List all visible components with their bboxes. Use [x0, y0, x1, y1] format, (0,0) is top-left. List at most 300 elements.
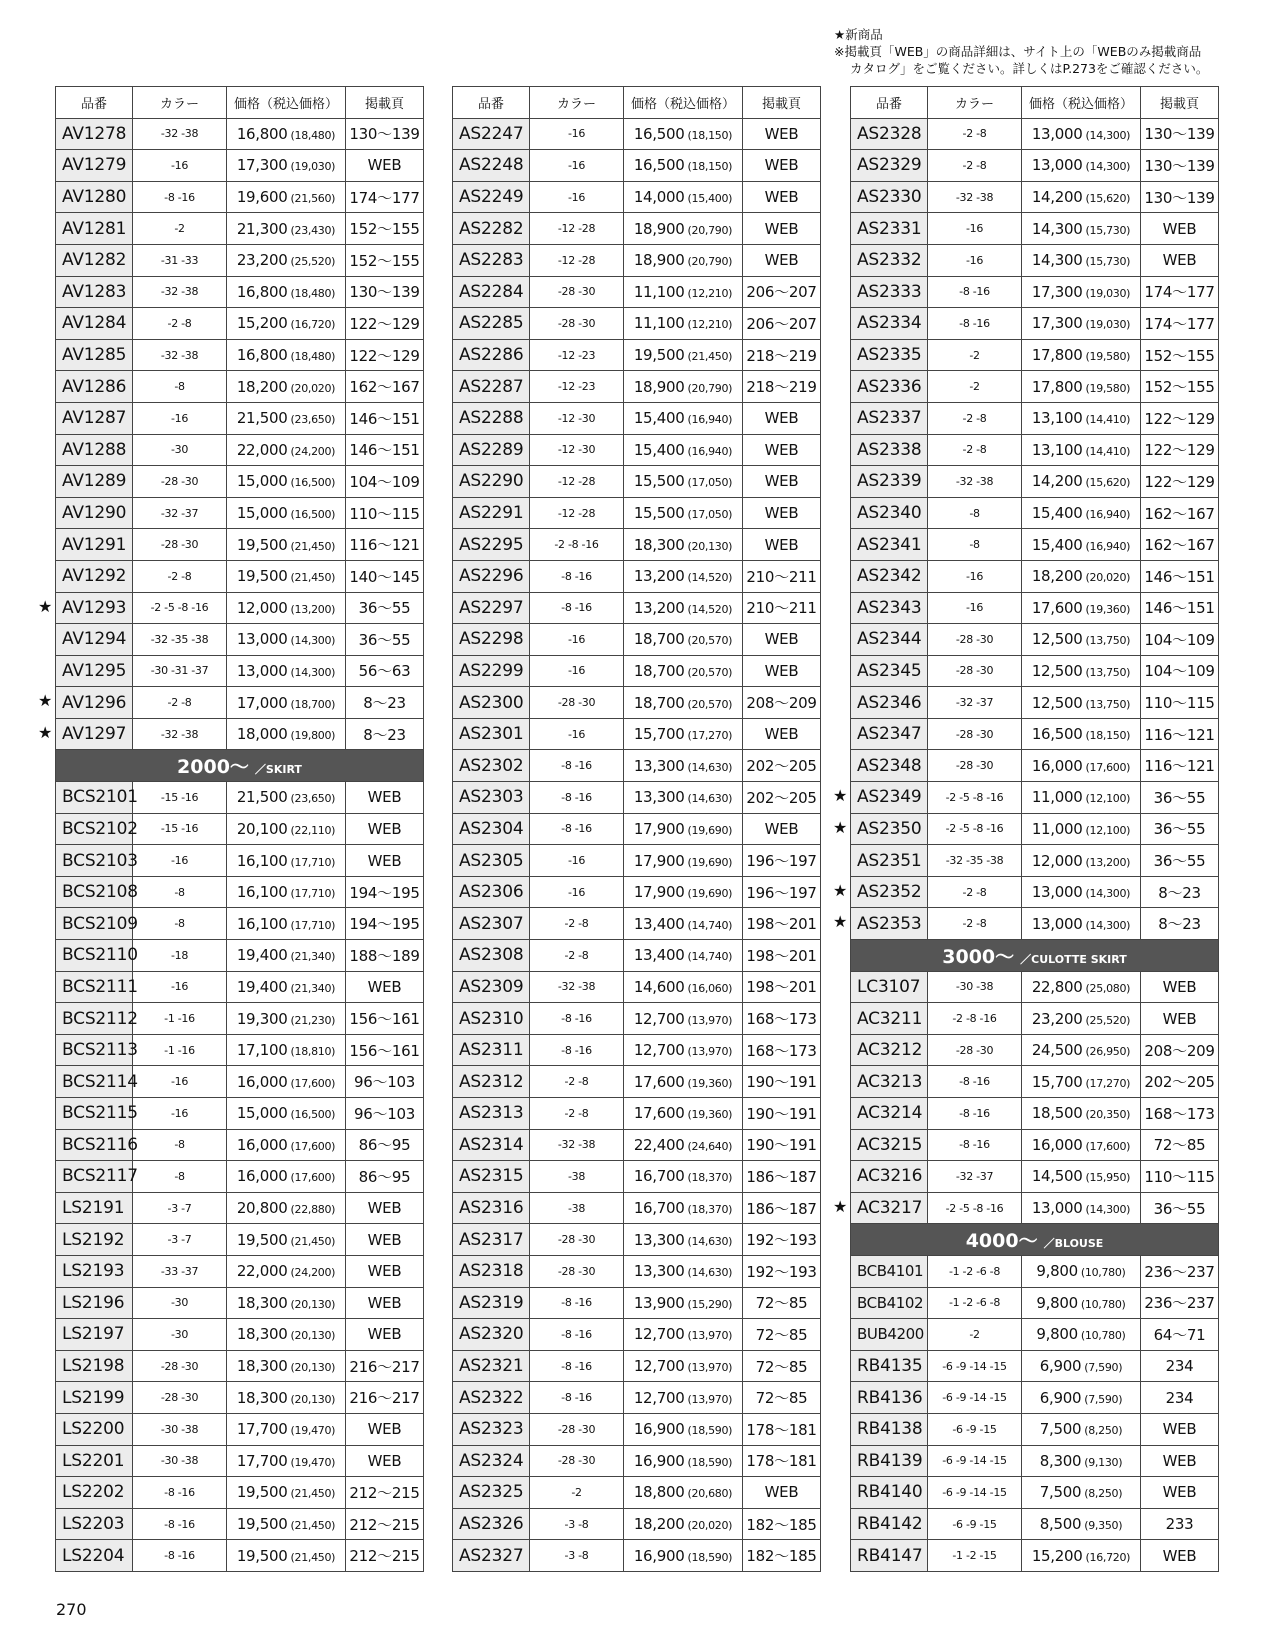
color-codes: -30 -38: [133, 1413, 227, 1445]
price: 12,700: [633, 1357, 685, 1376]
price-tax-included: (19,030): [1085, 286, 1131, 300]
item-number-cell: [453, 1003, 530, 1035]
price-tax-included: (19,580): [1085, 350, 1131, 364]
color-codes: -6 -9 -14 -15: [928, 1445, 1022, 1477]
price-tax-included: (17,710): [290, 855, 336, 869]
table-row: [56, 402, 424, 434]
item-number: AV1280: [62, 187, 127, 208]
item-number-cell: [56, 1287, 133, 1319]
item-number-cell: [851, 1098, 928, 1130]
price-cell: [227, 782, 346, 814]
catalog-page: WEB: [743, 118, 821, 150]
item-number-cell: [851, 276, 928, 308]
catalog-page: 186〜187: [743, 1161, 821, 1193]
price-tax-included: (14,300): [1085, 887, 1131, 901]
price: 13,000: [236, 630, 288, 649]
item-number: AS2314: [459, 1134, 524, 1155]
price-cell: [624, 339, 743, 371]
color-codes: -1 -2 -6 -8: [928, 1255, 1022, 1287]
catalog-page: 130〜139: [1141, 181, 1219, 213]
color-codes: -8: [133, 1129, 227, 1161]
price-tax-included: (20,350): [1085, 1108, 1131, 1122]
item-number: AS2299: [459, 660, 524, 681]
table-row: [56, 718, 424, 750]
price: 18,300: [236, 1357, 288, 1376]
catalog-page: 56〜63: [346, 655, 424, 687]
color-codes: -18: [133, 940, 227, 972]
price: 9,800: [1036, 1262, 1078, 1281]
color-codes: -15 -16: [133, 813, 227, 845]
item-number: AV1278: [62, 123, 127, 144]
catalog-page: 140〜145: [346, 560, 424, 592]
price-cell: [624, 213, 743, 245]
price-tax-included: (18,480): [290, 286, 336, 300]
catalog-page: 152〜155: [1141, 371, 1219, 403]
color-codes: -16: [530, 718, 624, 750]
price-tax-included: (17,050): [687, 508, 733, 522]
color-codes: -32 -38: [928, 181, 1022, 213]
item-number-cell: [851, 1350, 928, 1382]
color-codes: -28 -30: [133, 1382, 227, 1414]
price-tax-included: (14,630): [687, 760, 733, 774]
price-cell: [624, 1255, 743, 1287]
item-number-cell: [851, 1382, 928, 1414]
color-codes: -38: [530, 1192, 624, 1224]
color-codes: -16: [133, 402, 227, 434]
price-cell: [227, 529, 346, 561]
color-codes: -6 -9 -14 -15: [928, 1477, 1022, 1509]
price-tax-included: (20,130): [290, 1297, 336, 1311]
item-number: LS2197: [62, 1324, 125, 1345]
price-cell: [227, 434, 346, 466]
price-tax-included: (21,340): [290, 981, 336, 995]
price-cell: [624, 718, 743, 750]
catalog-page: 212〜215: [346, 1477, 424, 1509]
item-number: AS2345: [857, 660, 922, 681]
table-row: [453, 1477, 821, 1509]
color-codes: -8 -16: [530, 1382, 624, 1414]
catalog-page: 162〜167: [1141, 497, 1219, 529]
header-item-no: 品番: [453, 87, 530, 119]
item-number: AS2286: [459, 345, 524, 366]
color-codes: -32 -35 -38: [928, 845, 1022, 877]
catalog-page: 64〜71: [1141, 1319, 1219, 1351]
table-row: [56, 1445, 424, 1477]
item-number-cell: [38, 687, 133, 719]
item-number: BCS2115: [62, 1103, 138, 1124]
price: 15,700: [1031, 1072, 1083, 1091]
price-tax-included: (18,370): [687, 1203, 733, 1217]
price-tax-included: (20,790): [687, 255, 733, 269]
item-number: LS2191: [62, 1198, 125, 1219]
price: 21,300: [236, 219, 288, 238]
price-tax-included: (14,300): [1085, 160, 1131, 174]
price-tax-included: (20,790): [687, 223, 733, 237]
catalog-page: 202〜205: [743, 750, 821, 782]
color-codes: -32 -37: [928, 687, 1022, 719]
catalog-page: 202〜205: [743, 782, 821, 814]
catalog-page: WEB: [346, 813, 424, 845]
table-row: [453, 434, 821, 466]
item-number: AS2247: [459, 123, 524, 144]
price-tax-included: (23,650): [290, 792, 336, 806]
color-codes: -2 -5 -8 -16: [928, 782, 1022, 814]
table-row: [453, 1445, 821, 1477]
price: 18,300: [236, 1325, 288, 1344]
item-number-cell: [453, 1445, 530, 1477]
catalog-page: WEB: [346, 1445, 424, 1477]
price-tax-included: (20,680): [687, 1487, 733, 1501]
price-cell: [624, 1098, 743, 1130]
color-codes: -2 -5 -8 -16: [133, 592, 227, 624]
item-number: AS2302: [459, 755, 524, 776]
catalog-page: 182〜185: [743, 1540, 821, 1572]
item-number: AS2324: [459, 1450, 524, 1471]
price-tax-included: (20,020): [290, 381, 336, 395]
table-row: [56, 181, 424, 213]
item-number-cell: [453, 560, 530, 592]
item-number: AV1290: [62, 503, 127, 524]
price-cell: [227, 213, 346, 245]
price-cell: [227, 244, 346, 276]
item-number: AS2333: [857, 281, 922, 302]
item-number-cell: [453, 339, 530, 371]
price-cell: [227, 1161, 346, 1193]
table-row: [56, 592, 424, 624]
price-tax-included: (13,970): [687, 1361, 733, 1375]
price: 16,800: [236, 282, 288, 301]
price-cell: [1022, 1445, 1141, 1477]
item-number: AS2350: [857, 818, 922, 839]
table-row: [851, 971, 1219, 1003]
color-codes: -16: [530, 118, 624, 150]
price: 11,000: [1031, 788, 1083, 807]
catalog-page: 116〜121: [1141, 750, 1219, 782]
item-number-cell: [56, 908, 138, 940]
table-row: [56, 655, 424, 687]
price: 17,800: [1031, 346, 1083, 365]
price-tax-included: (17,270): [687, 729, 733, 743]
price-tax-included: (14,300): [1085, 1203, 1131, 1217]
catalog-page: 196〜197: [743, 845, 821, 877]
catalog-page: 174〜177: [346, 181, 424, 213]
price-tax-included: (19,800): [290, 729, 336, 743]
catalog-page: 233: [1141, 1508, 1219, 1540]
item-number-cell: [56, 1224, 133, 1256]
price-tax-included: (14,300): [290, 665, 336, 679]
price: 16,700: [633, 1167, 685, 1186]
price-tax-included: (16,940): [1085, 508, 1131, 522]
price: 15,000: [236, 504, 288, 523]
color-codes: -2 -8: [928, 150, 1022, 182]
price-tax-included: (21,340): [290, 950, 336, 964]
price-cell: [227, 655, 346, 687]
price-cell: [624, 181, 743, 213]
price-tax-included: (14,300): [1085, 918, 1131, 932]
color-codes: -32 -38: [530, 1129, 624, 1161]
price: 16,900: [633, 1546, 685, 1565]
price-tax-included: (14,300): [1085, 128, 1131, 142]
price-cell: [227, 813, 346, 845]
price-cell: [227, 971, 346, 1003]
table-row: [851, 118, 1219, 150]
price-tax-included: (16,500): [290, 508, 336, 522]
color-codes: -2 -8: [530, 1098, 624, 1130]
price-cell: [624, 529, 743, 561]
catalog-page: 212〜215: [346, 1540, 424, 1572]
item-number-cell: [56, 308, 133, 340]
catalog-page: 146〜151: [346, 434, 424, 466]
item-number: AS2330: [857, 187, 922, 208]
catalog-page: WEB: [1141, 971, 1219, 1003]
item-number: BUB4200: [857, 1325, 924, 1344]
color-codes: -32 -35 -38: [133, 624, 227, 656]
price-cell: [227, 181, 346, 213]
item-number: AS2342: [857, 566, 922, 587]
catalog-page: WEB: [743, 466, 821, 498]
catalog-page: 146〜151: [346, 402, 424, 434]
item-number-cell: [56, 213, 133, 245]
table-row: [851, 1003, 1219, 1035]
price: 18,300: [633, 535, 685, 554]
catalog-page: WEB: [346, 845, 424, 877]
color-codes: -3 -8: [530, 1540, 624, 1572]
product-table-2: [452, 86, 820, 1572]
price-tax-included: (17,600): [290, 1171, 336, 1185]
price-cell: [624, 1161, 743, 1193]
item-number-cell: [56, 1540, 133, 1572]
item-number: AC3211: [857, 1008, 923, 1029]
color-codes: -28 -30: [928, 718, 1022, 750]
price-cell: [1022, 782, 1141, 814]
new-item-star-icon: ★: [833, 817, 848, 837]
price-tax-included: (18,150): [1085, 729, 1131, 743]
price-tax-included: (24,640): [687, 1139, 733, 1153]
catalog-page: 36〜55: [1141, 813, 1219, 845]
table-row: [56, 1034, 424, 1066]
price-tax-included: (19,470): [290, 1455, 336, 1469]
catalog-page: WEB: [743, 497, 821, 529]
price: 16,100: [236, 914, 288, 933]
table-row: [851, 592, 1219, 624]
color-codes: -1 -16: [133, 1034, 227, 1066]
price-cell: [1022, 1066, 1141, 1098]
price-cell: [227, 908, 346, 940]
price-cell: [1022, 560, 1141, 592]
price-cell: [1022, 1382, 1141, 1414]
table-row: [453, 813, 821, 845]
catalog-page: WEB: [1141, 244, 1219, 276]
catalog-page: 208〜209: [1141, 1034, 1219, 1066]
table-row: [453, 213, 821, 245]
item-number-cell: [851, 560, 928, 592]
price-cell: [227, 1066, 346, 1098]
item-number-cell: [851, 1508, 928, 1540]
price-cell: [1022, 466, 1141, 498]
price: 22,000: [236, 1262, 288, 1281]
item-number-cell: [851, 308, 928, 340]
price-tax-included: (14,300): [290, 634, 336, 648]
item-number: RB4139: [857, 1450, 923, 1471]
price-tax-included: (18,480): [290, 350, 336, 364]
item-number-cell: [56, 529, 133, 561]
table-row: [453, 1287, 821, 1319]
price-tax-included: (21,450): [290, 571, 336, 585]
price-tax-included: (16,940): [1085, 539, 1131, 553]
catalog-page: 122〜129: [1141, 402, 1219, 434]
price: 13,300: [633, 1230, 685, 1249]
price-cell: [227, 308, 346, 340]
catalog-page: 72〜85: [743, 1319, 821, 1351]
color-codes: -8 -16: [530, 1287, 624, 1319]
item-number: AS2301: [459, 724, 524, 745]
color-codes: -6 -9 -15: [928, 1508, 1022, 1540]
color-codes: -30: [133, 1287, 227, 1319]
color-codes: -16: [928, 244, 1022, 276]
price: 18,800: [633, 1483, 685, 1502]
price-tax-included: (19,360): [687, 1076, 733, 1090]
price: 17,900: [633, 851, 685, 870]
price-cell: [1022, 497, 1141, 529]
price-tax-included: (9,130): [1084, 1455, 1123, 1469]
price-tax-included: (22,880): [290, 1203, 336, 1217]
price-cell: [1022, 845, 1141, 877]
price-tax-included: (17,600): [290, 1076, 336, 1090]
price-cell: [1022, 1319, 1141, 1351]
item-number-cell: [851, 434, 928, 466]
price-cell: [1022, 308, 1141, 340]
color-codes: -8 -16: [530, 813, 624, 845]
table-row: [851, 181, 1219, 213]
section-header: [851, 1224, 1219, 1256]
item-number: LS2202: [62, 1482, 125, 1503]
catalog-page: 202〜205: [1141, 1066, 1219, 1098]
table-row: [851, 213, 1219, 245]
catalog-page: 8〜23: [1141, 876, 1219, 908]
price-cell: [227, 1003, 346, 1035]
color-codes: -2: [928, 1319, 1022, 1351]
table-row: [851, 750, 1219, 782]
catalog-page: WEB: [1141, 1540, 1219, 1572]
price-cell: [227, 1255, 346, 1287]
price: 13,000: [1031, 914, 1083, 933]
table-row: [56, 118, 424, 150]
table-row: [453, 1161, 821, 1193]
item-number-cell: [56, 402, 133, 434]
table-row: [851, 1161, 1219, 1193]
table-row: [851, 1098, 1219, 1130]
price-tax-included: (13,970): [687, 1329, 733, 1343]
price: 13,300: [633, 788, 685, 807]
price: 15,400: [633, 440, 685, 459]
price: 17,800: [1031, 377, 1083, 396]
header-color: カラー: [133, 87, 227, 119]
table-row: [56, 1319, 424, 1351]
item-number-cell: [851, 1066, 928, 1098]
price-cell: [227, 497, 346, 529]
item-number-cell: [453, 1066, 530, 1098]
table-row: [453, 718, 821, 750]
price-tax-included: (18,150): [687, 128, 733, 142]
catalog-page: WEB: [1141, 1413, 1219, 1445]
color-codes: -28 -30: [530, 1224, 624, 1256]
color-codes: -8 -16: [530, 750, 624, 782]
price: 17,600: [633, 1104, 685, 1123]
color-codes: -2 -8: [133, 687, 227, 719]
price: 13,000: [1031, 1199, 1083, 1218]
price-cell: [1022, 402, 1141, 434]
table-row: [453, 402, 821, 434]
item-number-cell: [453, 402, 530, 434]
price: 19,500: [633, 346, 685, 365]
item-number: AS2311: [459, 1040, 524, 1061]
price-cell: [227, 1192, 346, 1224]
table-row: [851, 1382, 1219, 1414]
header-price: 価格（税込価格）: [624, 87, 743, 119]
price: 15,000: [236, 472, 288, 491]
price-cell: [624, 592, 743, 624]
item-number-cell: [56, 1413, 133, 1445]
catalog-page: 156〜161: [346, 1034, 424, 1066]
item-number: AV1288: [62, 439, 127, 460]
section-category: ／CULOTTE SKIRT: [1020, 952, 1127, 966]
price: 19,500: [236, 1546, 288, 1565]
price-tax-included: (13,970): [687, 1045, 733, 1059]
price-cell: [624, 1508, 743, 1540]
table-row: [453, 1066, 821, 1098]
table-row: [56, 1129, 424, 1161]
price: 16,000: [236, 1167, 288, 1186]
table-row: [851, 1350, 1219, 1382]
price-tax-included: (15,730): [1085, 223, 1131, 237]
table-row: [851, 782, 1219, 814]
table-row: [851, 529, 1219, 561]
item-number: AS2249: [459, 187, 524, 208]
catalog-page: WEB: [1141, 1003, 1219, 1035]
item-number-cell: [56, 1477, 133, 1509]
price-cell: [227, 1477, 346, 1509]
price-cell: [624, 1477, 743, 1509]
table-row: [453, 750, 821, 782]
price: 16,800: [236, 346, 288, 365]
price-tax-included: (18,480): [290, 128, 336, 142]
table-row: [453, 1192, 821, 1224]
price: 18,300: [236, 1293, 288, 1312]
catalog-page: WEB: [743, 1477, 821, 1509]
price: 15,400: [1031, 504, 1083, 523]
price-cell: [624, 1129, 743, 1161]
color-codes: -2 -8: [928, 908, 1022, 940]
table-row: [851, 1034, 1219, 1066]
section-range: 3000〜: [942, 945, 1015, 968]
item-number: BCS2108: [62, 882, 138, 903]
item-number-cell: [38, 718, 133, 750]
catalog-page: 210〜211: [743, 592, 821, 624]
item-number: AS2321: [459, 1356, 524, 1377]
price: 13,400: [633, 914, 685, 933]
table-row: [56, 1255, 424, 1287]
table-row: [453, 1034, 821, 1066]
table-row: [56, 1508, 424, 1540]
color-codes: -32 -38: [133, 118, 227, 150]
catalog-page: 218〜219: [743, 371, 821, 403]
item-number: LC3107: [857, 976, 921, 997]
price-tax-included: (18,590): [687, 1550, 733, 1564]
item-number: AS2331: [857, 218, 922, 239]
price: 12,700: [633, 1388, 685, 1407]
item-number-cell: [833, 813, 928, 845]
price-cell: [1022, 1413, 1141, 1445]
